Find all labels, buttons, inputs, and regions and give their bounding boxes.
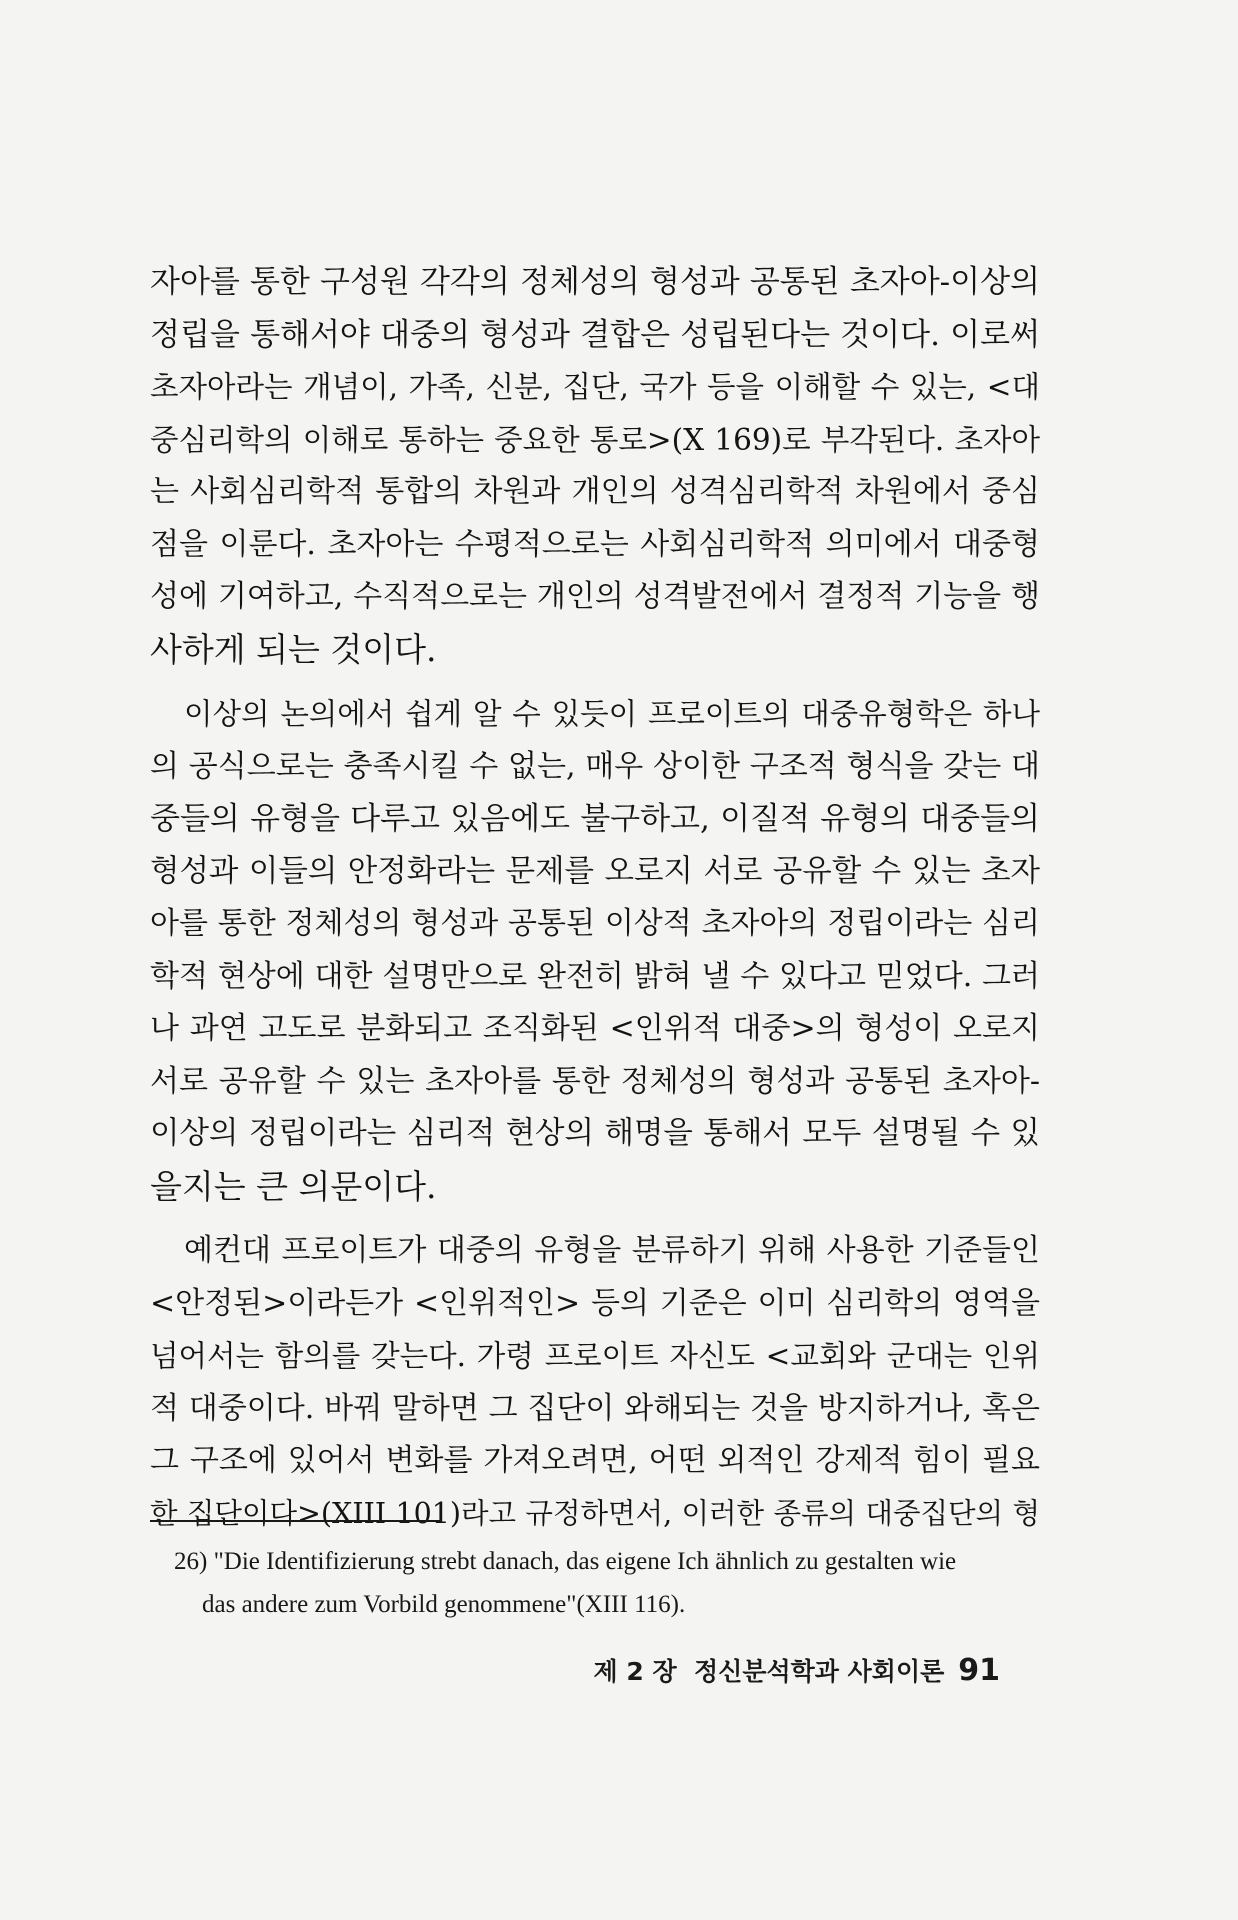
- text-line: 초자아라는 개념이, 가족, 신분, 집단, 국가 등을 이해할 수 있는, <대: [150, 370, 1040, 404]
- footnote-number: 26): [174, 1548, 208, 1575]
- text-line: 형성과 이들의 안정화라는 문제를 오로지 서로 공유할 수 있는 초자: [150, 853, 1040, 889]
- text-line: 이상의 정립이라는 심리적 현상의 해명을 통해서 모두 설명될 수 있: [150, 1116, 1040, 1151]
- text-line: 는 사회심리학적 통합의 차원과 개인의 성격심리학적 차원에서 중심: [150, 474, 1040, 509]
- text-line: <안정된>이라든가 <인위적인> 등의 기준은 이미 심리학의 영역을: [150, 1285, 1040, 1321]
- footnote-26: [174, 1540, 1040, 1626]
- text-line: 의 공식으로는 충족시킬 수 없는, 매우 상이한 구조적 형식을 갖는 대: [150, 748, 1040, 784]
- text-line: 이상의 논의에서 쉽게 알 수 있듯이 프로이트의 대중유형학은 하나: [184, 697, 1040, 731]
- footnote-line-1: [174, 1540, 1040, 1583]
- page-number: 91: [958, 1653, 1000, 1688]
- footnote-divider: [150, 1520, 442, 1522]
- text-line: 아를 통한 정체성의 형성과 공통된 이상적 초자아의 정립이라는 심리: [150, 906, 1040, 941]
- text-line: 학적 현상에 대한 설명만으로 완전히 밝혀 낼 수 있다고 믿었다. 그러: [150, 958, 1040, 994]
- text-line: 중들의 유형을 다루고 있음에도 불구하고, 이질적 유형의 대중들의: [150, 801, 1040, 837]
- footnote-text-1: "Die Identifizierung strebt danach, das eigene Ich ähnlich zu gestalten wie: [213, 1548, 957, 1575]
- text-line: 한 집단이다>(XIII 101)라고 규정하면서, 이러한 종류의 대중집단의 형: [150, 1496, 1040, 1530]
- text-line: 중심리학의 이해로 통하는 중요한 통로>(X 169)로 부각된다. 초자아: [150, 422, 1040, 457]
- paragraph-2: [150, 688, 1040, 1213]
- paragraph-3: [150, 1225, 1040, 1540]
- footnote-line-2: das andere zum Vorbild genommene"(XIII 116).: [202, 1591, 686, 1618]
- body-text: [150, 256, 1040, 1540]
- text-line: 그 구조에 있어서 변화를 가져오려면, 어떤 외적인 강제적 힘이 필요: [150, 1443, 1040, 1478]
- text-line: 성에 기여하고, 수직적으로는 개인의 성격발전에서 결정적 기능을 행: [150, 579, 1040, 614]
- text-line: 을지는 큰 의문이다.: [150, 1166, 437, 1206]
- text-line: 넘어서는 함의를 갖는다. 가령 프로이트 자신도 <교회와 군대는 인위: [150, 1339, 1040, 1373]
- text-line: 점을 이룬다. 초자아는 수평적으로는 사회심리학적 의미에서 대중형: [150, 526, 1040, 562]
- text-line: 사하게 되는 것이다.: [150, 629, 437, 669]
- text-line: 자아를 통한 구성원 각각의 정체성의 형성과 공통된 초자아-이상의: [150, 264, 1040, 300]
- text-line: 나 과연 고도로 분화되고 조직화된 <인위적 대중>의 형성이 오로지: [150, 1011, 1040, 1046]
- paragraph-1: [150, 256, 1040, 676]
- text-line: 서로 공유할 수 있는 초자아를 통한 정체성의 형성과 공통된 초자아-: [150, 1063, 1040, 1099]
- chapter-title: 제 2 장 정신분석학과 사회이론: [593, 1657, 945, 1686]
- running-footer: [594, 1652, 1000, 1688]
- text-line: 적 대중이다. 바꿔 말하면 그 집단이 와해되는 것을 방지하거나, 혹은: [150, 1390, 1040, 1426]
- text-line: 예컨대 프로이트가 대중의 유형을 분류하기 위해 사용한 기준들인: [184, 1233, 1040, 1268]
- text-line: 정립을 통해서야 대중의 형성과 결합은 성립된다는 것이다. 이로써: [150, 316, 1040, 353]
